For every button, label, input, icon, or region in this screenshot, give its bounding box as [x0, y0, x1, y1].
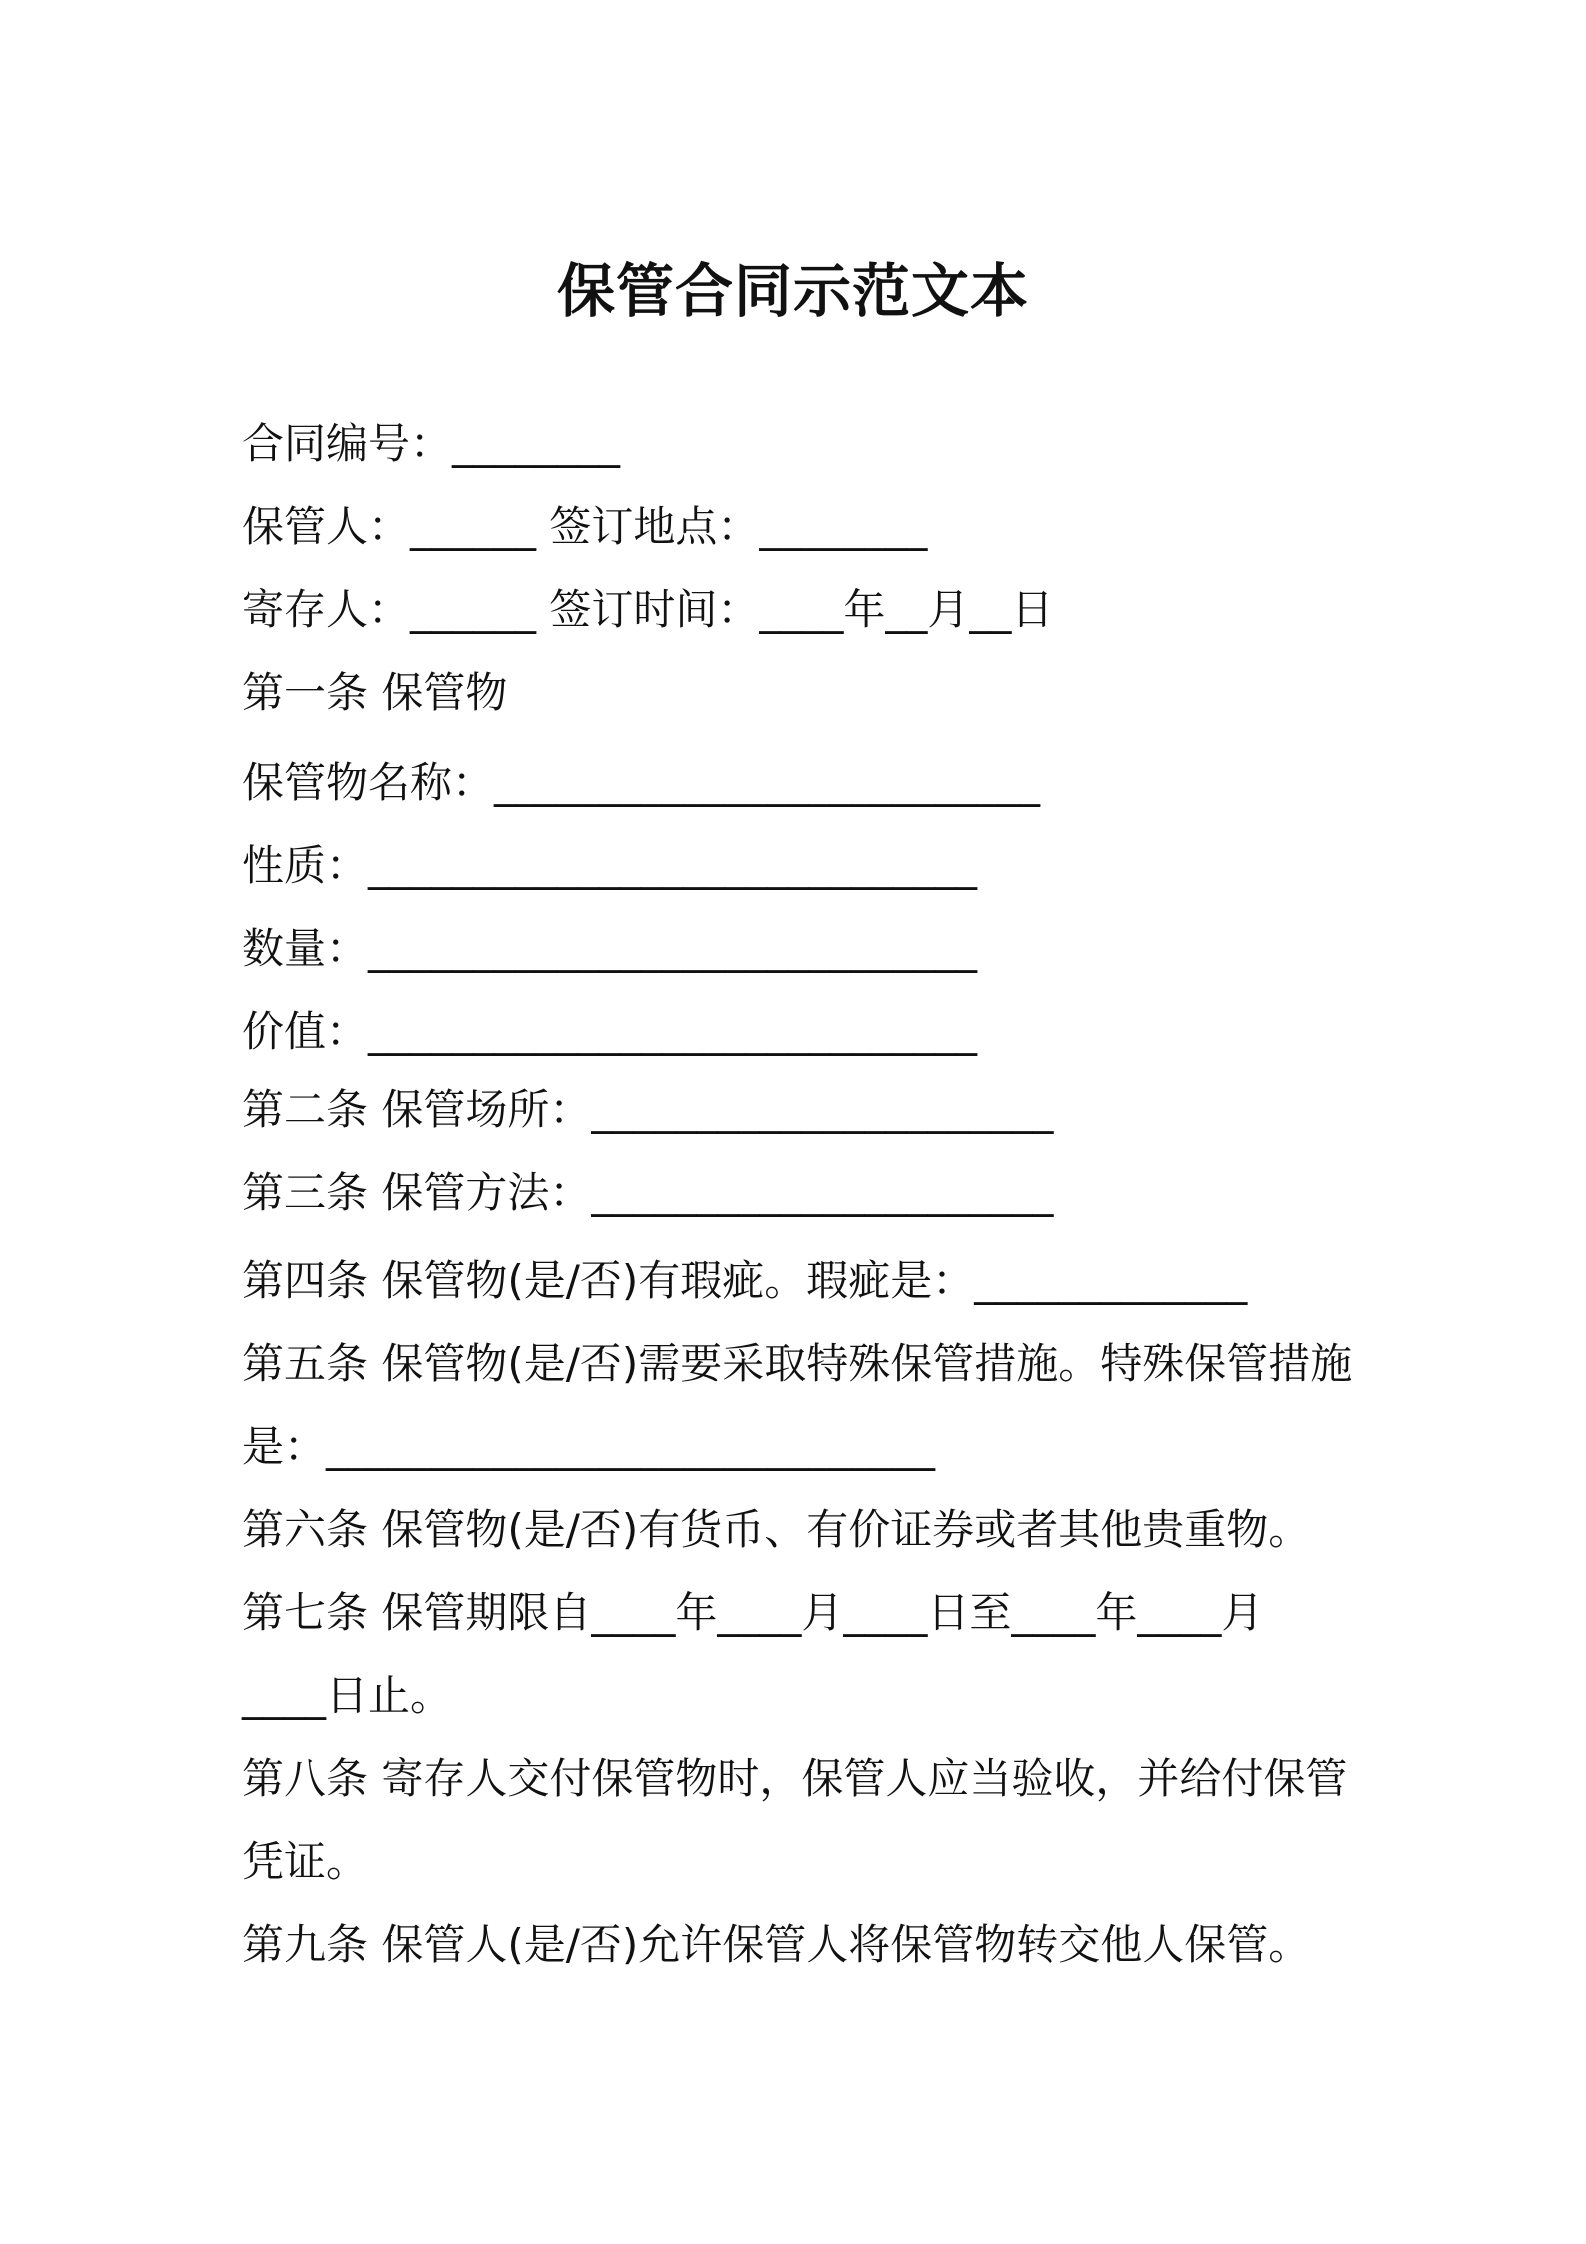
article-2-line: 第二条 保管场所：______________________: [242, 1085, 1054, 1134]
document-title: 保管合同示范文本: [556, 257, 1029, 325]
article-5-continuation: 是：_____________________________: [242, 1422, 936, 1471]
custodian-line: 保管人：______ 签订地点：________: [242, 502, 928, 551]
depositor-line: 寄存人：______ 签订时间：____年__月__日: [242, 585, 1054, 634]
article-8-continuation: 凭证。: [242, 1837, 369, 1886]
article-3-line: 第三条 保管方法：______________________: [242, 1168, 1054, 1217]
article-7-continuation: ____日止。: [242, 1671, 453, 1720]
article-5-line: 第五条 保管物(是/否)需要采取特殊保管措施。特殊保管措施: [242, 1339, 1353, 1388]
article-7-line: 第七条 保管期限自____年____月____日至____年____月: [242, 1588, 1264, 1637]
article-1-heading: 第一条 保管物: [242, 668, 508, 717]
article-4-line: 第四条 保管物(是/否)有瑕疵。瑕疵是：_____________: [242, 1256, 1248, 1305]
article-9-line: 第九条 保管人(是/否)允许保管人将保管物转交他人保管。: [242, 1920, 1311, 1969]
item-name-line: 保管物名称：__________________________: [242, 758, 1041, 807]
article-6-line: 第六条 保管物(是/否)有货币、有价证券或者其他贵重物。: [242, 1505, 1311, 1554]
item-value-line: 价值：_____________________________: [242, 1007, 978, 1056]
article-8-line: 第八条 寄存人交付保管物时，保管人应当验收，并给付保管: [242, 1754, 1348, 1803]
item-quantity-line: 数量：_____________________________: [242, 924, 978, 973]
item-nature-line: 性质：_____________________________: [242, 841, 978, 890]
contract-number-line: 合同编号：________: [242, 419, 621, 468]
